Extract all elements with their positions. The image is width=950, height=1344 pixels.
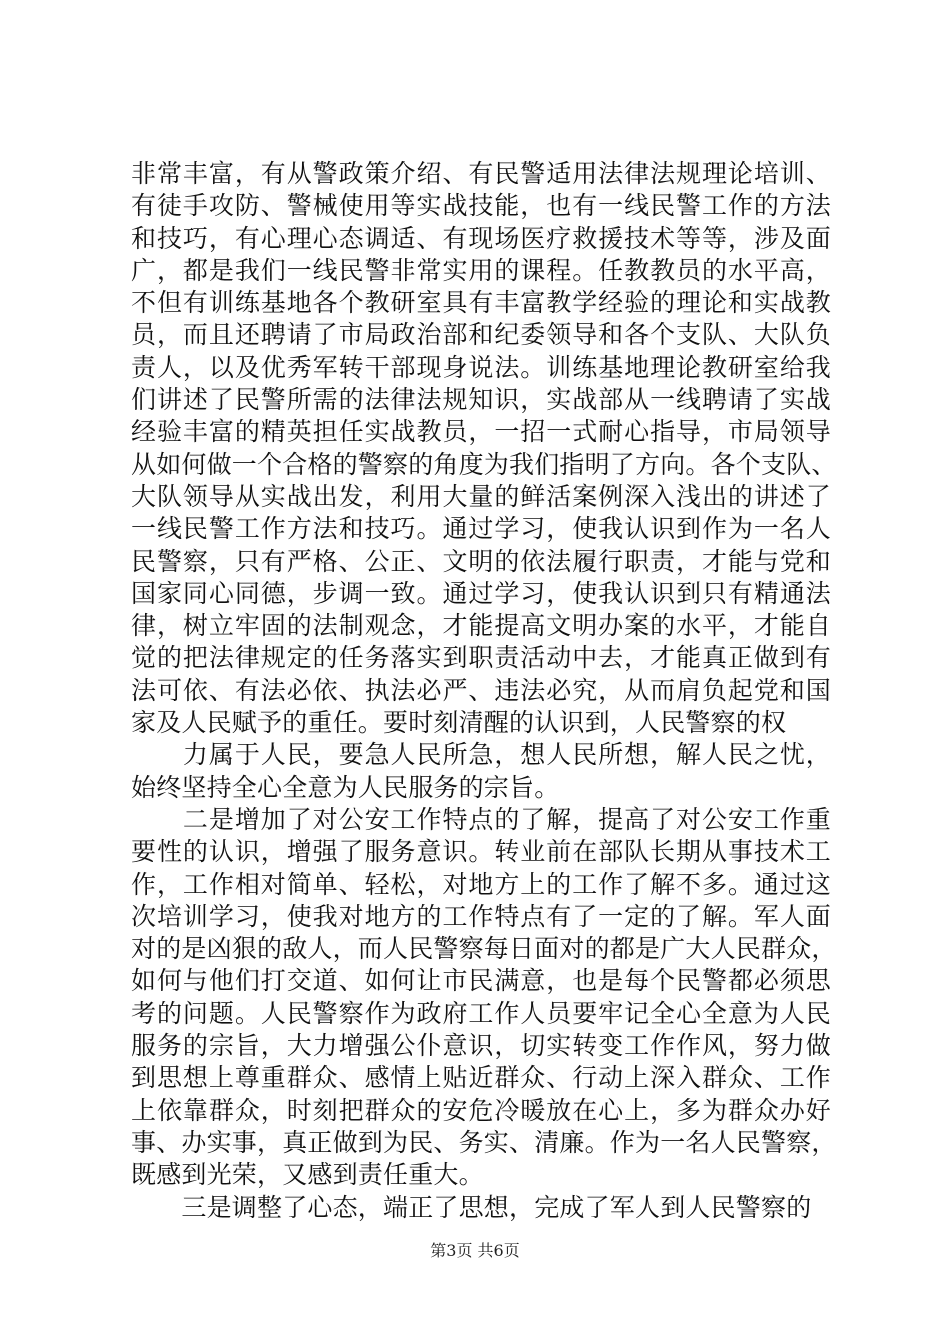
text-line: 次培训学习，使我对地方的工作特点有了一定的了解。军人面 (131, 901, 831, 931)
text-line: 非常丰富，有从警政策介绍、有民警适用法律法规理论培训、 (131, 159, 831, 188)
text-line: 律，树立牢固的法制观念，才能提高文明办案的水平，才能自 (131, 611, 831, 641)
text-line: 考的问题。人民警察作为政府工作人员要牢记全心全意为人民 (131, 998, 831, 1028)
text-line: 责人，以及优秀军转干部现身说法。训练基地理论教研室给我 (131, 352, 831, 382)
text-line: 们讲述了民警所需的法律法规知识，实战部从一线聘请了实战 (131, 385, 831, 415)
text-line: 员，而且还聘请了市局政治部和纪委领导和各个支队、大队负 (131, 320, 831, 350)
text-line: 二是增加了对公安工作特点的了解，提高了对公安工作重 (131, 804, 831, 834)
text-line: 从如何做一个合格的警察的角度为我们指明了方向。各个支队、 (131, 449, 837, 479)
text-line: 对的是凶狠的敌人，而人民警察每日面对的都是广大人民群众， (131, 934, 837, 964)
text-line: 三是调整了心态，端正了思想，完成了军人到人民警察的 (131, 1192, 812, 1222)
text-line: 作，工作相对简单、轻松，对地方上的工作了解不多。通过这 (131, 869, 831, 899)
text-line: 有徒手攻防、警械使用等实战技能，也有一线民警工作的方法 (131, 191, 831, 221)
text-line: 一线民警工作方法和技巧。通过学习，使我认识到作为一名人 (131, 514, 831, 544)
text-line: 法可依、有法必依、执法必严、违法必究，从而肩负起党和国 (131, 675, 831, 705)
text-line: 民警察，只有严格、公正、文明的依法履行职责，才能与党和 (131, 546, 831, 576)
text-line: 既感到光荣，又感到责任重大。 (131, 1160, 484, 1190)
text-line: 要性的认识，增强了服务意识。转业前在部队长期从事技术工 (131, 837, 831, 867)
text-line: 国家同心同德，步调一致。通过学习，使我认识到只有精通法 (131, 578, 831, 608)
text-line: 到思想上尊重群众、感情上贴近群众、行动上深入群众、工作 (131, 1063, 831, 1093)
text-line: 觉的把法律规定的任务落实到职责活动中去，才能真正做到有 (131, 643, 831, 673)
document-body (131, 158, 837, 1224)
text-line: 广，都是我们一线民警非常实用的课程。任教教员的水平高， (131, 255, 831, 285)
text-line: 和技巧，有心理心态调适、有现场医疗救援技术等等，涉及面 (131, 223, 831, 253)
text-line: 事、办实事，真正做到为民、务实、清廉。作为一名人民警察， (131, 1127, 837, 1157)
text-line: 力属于人民，要急人民所急，想人民所想，解人民之忧， (131, 740, 831, 770)
text-line: 大队领导从实战出发，利用大量的鲜活案例深入浅出的讲述了 (131, 481, 831, 511)
text-line: 不但有训练基地各个教研室具有丰富教学经验的理论和实战教 (131, 288, 831, 318)
text-line: 经验丰富的精英担任实战教员，一招一式耐心指导，市局领导 (131, 417, 831, 447)
text-line: 如何与他们打交道、如何让市民满意，也是每个民警都必须思 (131, 966, 831, 996)
text-line: 服务的宗旨，大力增强公仆意识，切实转变工作作风，努力做 (131, 1031, 831, 1061)
text-line: 家及人民赋予的重任。要时刻清醒的认识到，人民警察的权 (131, 708, 787, 738)
page-footer: 第3页 共6页 (430, 1241, 520, 1260)
text-line: 始终坚持全心全意为人民服务的宗旨。 (131, 772, 560, 802)
text-line: 上依靠群众，时刻把群众的安危冷暖放在心上，多为群众办好 (131, 1095, 831, 1125)
